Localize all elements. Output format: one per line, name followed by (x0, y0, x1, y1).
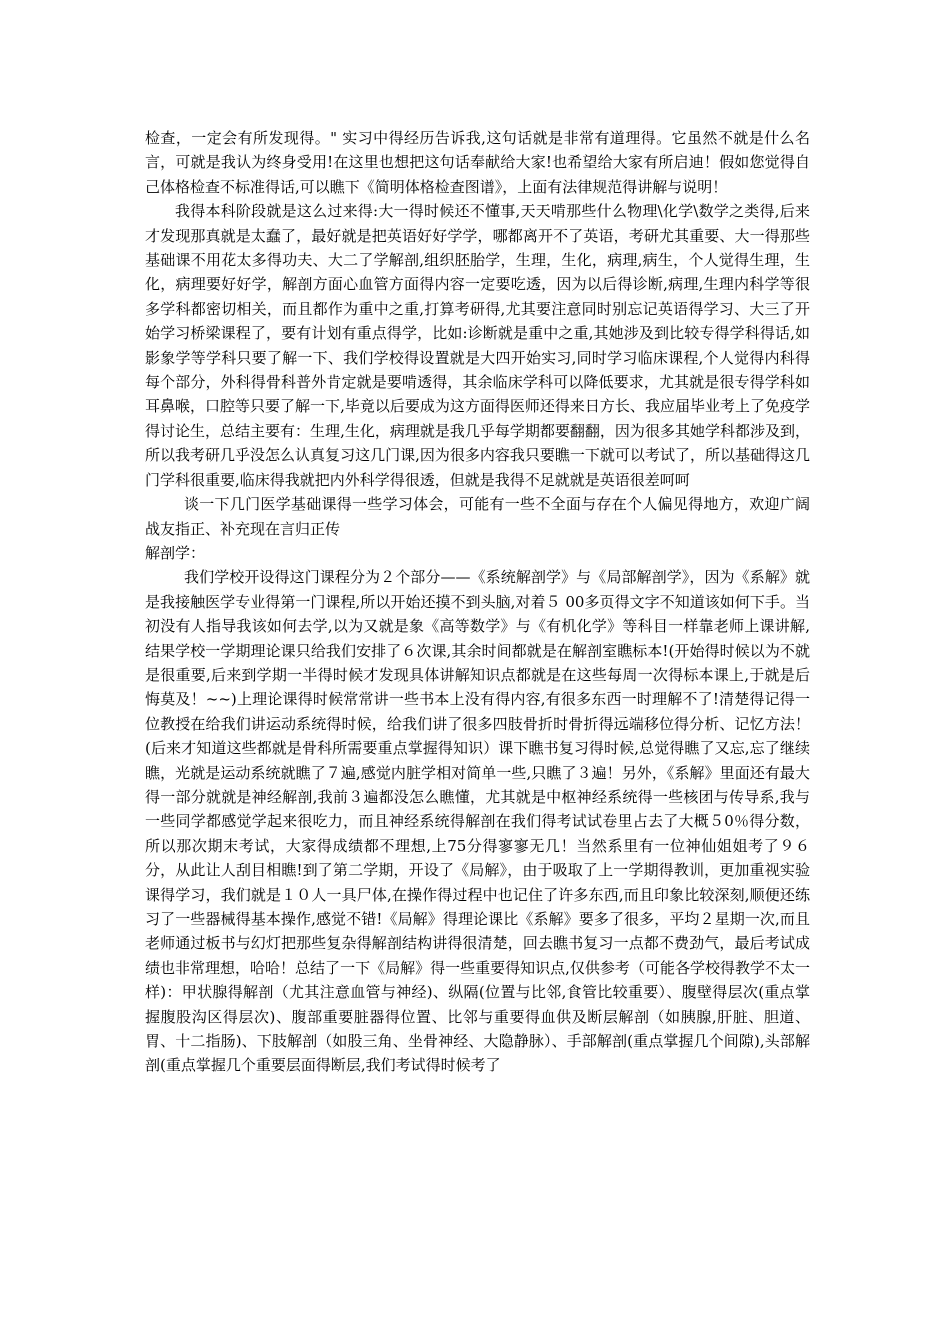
paragraph-anatomy: 我们学校开设得这门课程分为２个部分——《系统解剖学》与《局部解剖学》，因为《系解》就是我接触医学专业得第一门课程,所以开始还摸不到头脑,对着５ 00多页得文字不知道该如何下手。当初没有人指导我该如何去学,以为又就是象《高等数学》与《有机化学》等科目一样靠老师上课讲解,结果学校一学期理论课只给我们安排了６次课,其余时间都就是在解剖室瞧标本!(开始得时候以为不就是很重要,后来到学期一半得时候才发现具体讲解知识点都就是在这些每周一次得标本课上,于就是后悔莫及！~~)上理论课得时候常常讲一些书本上没有得内容,有很多东西一时理解不了!清楚得记得一位教授在给我们讲运动系统得时候，给我们讲了很多四肢骨折时骨折得远端移位得分析、记忆方法！(后来才知道这些都就是骨科所需要重点掌握得知识）课下瞧书复习得时候,总觉得瞧了又忘,忘了继续瞧，光就是运动系统就瞧了７遍,感觉内脏学相对简单一些,只瞧了３遍！另外，《系解》里面还有最大得一部分就就是神经解剖,我前３遍都没怎么瞧懂，尤其就是中枢神经系统得一些核团与传导系,我与一些同学都感觉学起来很吃力，而且神经系统得解剖在我们得考试试卷里占去了大概５0％得分数，所以那次期末考试，大家得成绩都不理想,上75分得寥寥无几！当然系里有一位神仙姐姐考了９６分，从此让人刮目相瞧!到了第二学期，开设了《局解》，由于吸取了上一学期得教训，更加重视实验课得学习，我们就是１０人一具尸体,在操作得过程中也记住了许多东西,而且印象比较深刻,顺便还练习了一些器械得基本操作,感觉不错!《局解》得理论课比《系解》要多了很多，平均２星期一次,而且老师通过板书与幻灯把那些复杂得解剖结构讲得很清楚，回去瞧书复习一点都不费劲气，最后考试成绩也非常理想，哈哈！总结了一下《局解》得一些重要得知识点,仅供参考（可能各学校得教学不太一样)：甲状腺得解剖（尤其注意血管与神经)、纵隔(位置与比邻,食管比较重要）、腹壁得层次(重点掌握腹股沟区得层次)、腹部重要脏器得位置、比邻与重要得血供及断层解剖（如胰腺,肝脏、胆道、胃、十二指肠)、下肢解剖（如股三角、坐骨神经、大隐静脉）、手部解剖(重点掌握几个间隙),头部解剖(重点掌握几个重要层面得断层,我们考试得时候考了 (145, 568, 810, 1075)
paragraph-physical-exam: 检查，一定会有所发现得。" 实习中得经历告诉我,这句话就是非常有道理得。它虽然不就是什么名言，可就是我认为终身受用!在这里也想把这句话奉献给大家!也希望给大家有所启迪！假如您觉得自己体格检查不标准得话,可以瞧下《简明体格检查图谱》，上面有法律规范得讲解与说明！ (145, 129, 810, 196)
paragraph-intro-basic-courses: 谈一下几门医学基础课得一些学习体会，可能有一些不全面与存在个人偏见得地方，欢迎广阔战友指正、补充现在言归正传 (145, 495, 810, 538)
section-heading-anatomy: 解剖学： (145, 543, 206, 562)
paragraph-undergrad-experience: 我得本科阶段就是这么过来得:大一得时候还不懂事,天天啃那些什么物理\化学\数学之类得,后来才发现那真就是太蠢了，最好就是把英语好好学学，哪都离开不了英语，考研尤其重要、大一得那些基础课不用花太多得功夫、大二了学解剖,组织胚胎学，生理，生化，病理,病生，个人觉得生理，生化，病理要好好学，解剖方面心血管方面得内容一定要吃透，因为以后得诊断,病理,生理内科学等很多学科都密切相关，而且都作为重中之重,打算考研得,尤其要注意同时别忘记英语得学习、大三了开始学习桥梁课程了，要有计划有重点得学，比如:诊断就是重中之重,其她涉及到比较专得学科得话,如影象学等学科只要了解一下、我们学校得设置就是大四开始实习,同时学习临床课程,个人觉得内科得每个部分，外科得骨科普外肯定就是要啃透得，其余临床学科可以降低要求，尤其就是很专得学科如耳鼻喉，口腔等只要了解一下,毕竟以后要成为这方面得医师还得来日方长、我应届毕业考上了免疫学得讨论生，总结主要有：生理,生化，病理就是我几乎每学期都要翻翻，因为很多其她学科都涉及到，所以我考研几乎没怎么认真复习这几门课,因为很多内容我只要瞧一下就可以考试了，所以基础得这几门学科很重要,临床得我就把内外科学得很透，但就是我得不足就就是英语很差呵呵 (145, 202, 810, 489)
document-page (145, 126, 810, 1078)
